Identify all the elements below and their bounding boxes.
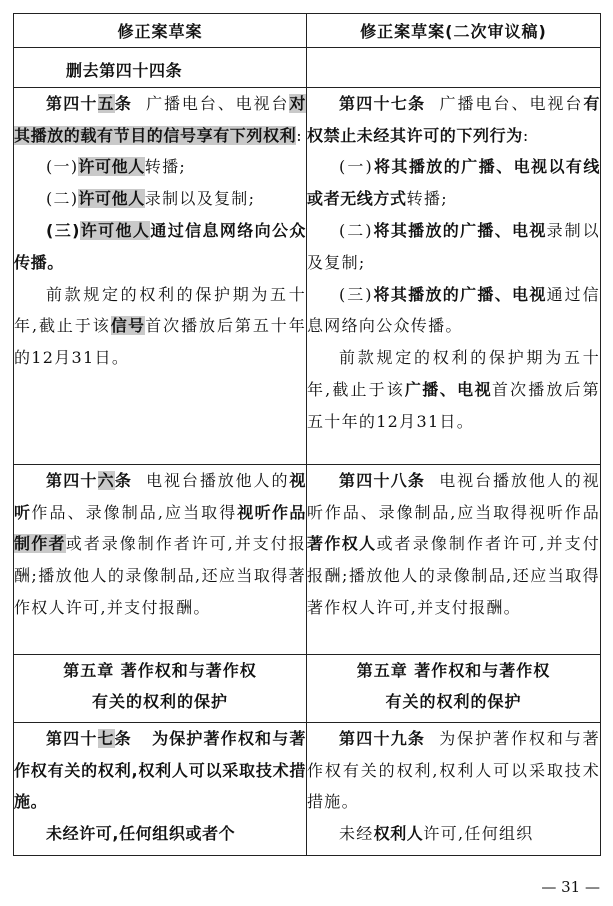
article-46-text: 第四十六条 电视台播放他人的视听作品、录像制品,应当取得视听作品制作者或者录像制作者许可,并支付报酬;播放他人的录像制品,还应当取得著作权人许可,并支付报酬。 xyxy=(14,470,307,617)
article-45-left xyxy=(14,87,307,464)
chapter-right xyxy=(307,654,601,722)
article-46-left xyxy=(14,464,307,654)
article-47-item-2: (二)将其播放的广播、电视录制以及复制; xyxy=(307,220,600,272)
article-49-text: 第四十九条 为保护著作权和与著作权有关的权利,权利人可以采取技术措施。 xyxy=(307,728,600,812)
chapter-right-line-2: 有关的权利的保护 xyxy=(385,691,522,711)
deleted-article-right xyxy=(307,48,601,88)
deleted-article-row xyxy=(14,48,601,88)
article-46-row xyxy=(14,464,601,654)
article-47-row xyxy=(14,722,601,855)
article-45-item-2: (二)许可他人录制以及复制; xyxy=(46,189,256,209)
header-row xyxy=(14,14,601,48)
article-47-right xyxy=(307,87,601,464)
article-45-intro: 第四十五条 广播电台、电视台对其播放的载有节目的信号享有下列权利: xyxy=(14,93,306,145)
article-45-paragraph: 前款规定的权利的保护期为五十年,截止于该信号首次播放后第五十年的12月31日。 xyxy=(14,284,307,368)
chapter-left-line-2: 有关的权利的保护 xyxy=(91,691,228,711)
header-right: 修正案草案(二次审议稿) xyxy=(307,14,601,48)
chapter-left xyxy=(14,654,307,722)
chapter-right-line-1: 第五章 著作权和与著作权 xyxy=(356,660,551,680)
article-49-right xyxy=(307,722,601,855)
comparison-table xyxy=(13,13,601,856)
deleted-article-text: 删去第四十四条 xyxy=(66,61,183,80)
header-left: 修正案草案 xyxy=(14,14,307,48)
article-45-item-3: (三)许可他人通过信息网络向公众传播。 xyxy=(14,220,306,272)
article-47-paragraph: 前款规定的权利的保护期为五十年,截止于该广播、电视首次播放后第五十年的12月31日。 xyxy=(307,348,600,431)
article-47-left-paragraph: 未经许可,任何组织或者个 xyxy=(46,824,236,844)
article-49-paragraph: 未经权利人许可,任何组织 xyxy=(339,824,534,844)
article-47-left-text: 第四十七条 为保护著作权和与著作权有关的权利,权利人可以采取技术措施。 xyxy=(14,728,306,812)
article-47-item-3: (三)将其播放的广播、电视通过信息网络向公众传播。 xyxy=(307,284,600,336)
article-45-item-1: (一)许可他人转播; xyxy=(46,157,187,177)
article-45-row xyxy=(14,87,601,464)
article-47-intro: 第四十七条 广播电台、电视台有权禁止未经其许可的下列行为: xyxy=(307,93,600,145)
article-47-item-1: (一)将其播放的广播、电视以有线或者无线方式转播; xyxy=(307,157,600,209)
chapter-row xyxy=(14,654,601,722)
article-48-right xyxy=(307,464,601,654)
article-48-text: 第四十八条 电视台播放他人的视听作品、录像制品,应当取得视听作品著作权人或者录像制作者许可,并支付报酬;播放他人的录像制品,还应当取得著作权人许可,并支付报酬。 xyxy=(307,470,600,617)
page-number: — 31 — xyxy=(541,878,600,896)
chapter-left-line-1: 第五章 著作权和与著作权 xyxy=(63,660,257,680)
deleted-article-left xyxy=(14,48,307,88)
article-47-left xyxy=(14,722,307,855)
